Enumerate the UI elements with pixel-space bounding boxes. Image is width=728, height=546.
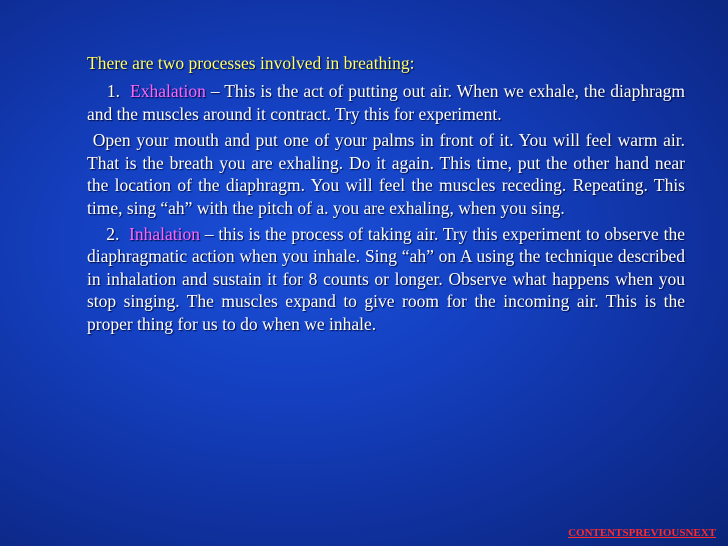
inhalation-text: – this is the process of taking air. Try this experiment to observe the diaphragmatic action when you inhale. Sing “ah” on A using the technique described in inhalation and sustain it for 8 counts or longer. Observe what happens when you stop singing. The muscles expand to give room for the incoming air. This is the proper thing for us to do when we inhale. [87, 223, 685, 334]
exhalation-paragraph [87, 80, 685, 125]
contents-link[interactable]: CONTENTS [568, 527, 629, 539]
exhalation-text: – This is the act of putting out air. When we exhale, the diaphragm and the muscles around it contract. Try this for experiment. [87, 81, 686, 124]
slide-content [87, 52, 685, 336]
experiment-paragraph [87, 129, 685, 219]
item-number: 2. [106, 223, 120, 244]
item-number: 1. [106, 81, 121, 101]
slide-navigation [568, 527, 716, 539]
exhalation-term: Exhalation [130, 81, 206, 101]
experiment-text: Open your mouth and put one of your palms in front of it. You will feel warm air. That is the breath you are exhaling. Do it again. This time, put the other hand near the location of the diaphragm. You will feel the muscles receding. Repeating. This time, sing “ah” with the pitch of a. you are exhaling, when you sing. [87, 130, 686, 218]
slide-heading: There are two processes involved in breathing: [87, 53, 415, 73]
inhalation-paragraph [87, 223, 685, 336]
previous-link[interactable]: PREVIOUS [628, 527, 686, 539]
next-link[interactable]: NEXT [685, 527, 716, 539]
inhalation-term: Inhalation [129, 223, 200, 244]
